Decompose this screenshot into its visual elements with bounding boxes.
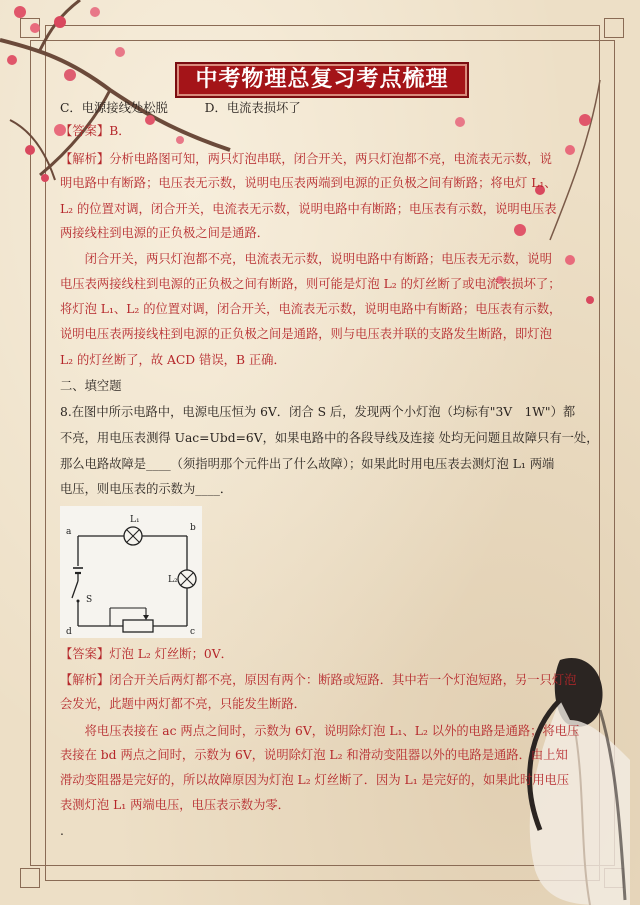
answer-7: 【答案】B． — [60, 124, 131, 138]
label-d: d — [66, 627, 72, 637]
label-c: c — [190, 627, 196, 637]
question-8-line: 8.在图中所示电路中，电源电压恒为 6V．闭合 S 后，发现两个小灯泡（均标有"3V 1W"）都 — [60, 405, 576, 419]
analysis-7-line: 电压表两接线柱到电源的正负极之间有断路，则可能是灯泡 L₂ 的灯丝断了或电流表损坏了； — [60, 277, 561, 291]
analysis-7-line: L₂ 的位置对调，闭合开关，电流表无示数，说明电路中有断路；电压表有示数，说明电压表 — [60, 202, 557, 216]
label-l2: L₂ — [168, 575, 178, 585]
analysis-8-line: 【解析】闭合开关后两灯都不亮，原因有两个：断路或短路．其中若一个灯泡短路，另一只灯泡 — [60, 673, 577, 687]
analysis-8-line: 会发光，此题中两灯都不亮，只能发生断路． — [60, 697, 306, 711]
frame-corner-top-right — [604, 18, 624, 38]
rheostat-symbol — [123, 620, 153, 632]
analysis-7-line: 明电路中有断路；电压表无示数，说明电压表两端到电源的正负极之间有断路；将电灯 L₁、 — [60, 176, 557, 190]
question-8-line: 电压，则电压表的示数为____． — [60, 482, 233, 496]
label-s: S — [86, 595, 93, 605]
label-l1: L₁ — [130, 515, 140, 525]
circuit-diagram — [60, 506, 202, 638]
analysis-7-line: 将灯泡 L₁、L₂ 的位置对调，闭合开关，电流表无示数，说明电路中有断路；电压表有示数， — [60, 302, 562, 316]
frame-corner-bottom-left — [20, 868, 40, 888]
analysis-7-line: L₂ 的灯丝断了，故 ACD 错误，B 正确． — [60, 353, 286, 367]
section-heading: 二、填空题 — [60, 379, 122, 393]
options-line: C．电源接线处松脱 D．电流表损坏了 — [60, 101, 301, 115]
label-a: a — [66, 527, 72, 537]
page-title: 中考物理总复习考点梳理 — [195, 67, 449, 92]
analysis-8-line: 将电压表接在 ac 两点之间时，示数为 6V，说明除灯泡 L₁、L₂ 以外的电路是通路；将电压 — [60, 724, 580, 738]
analysis-8-line: 表测灯泡 L₁ 两端电压，电压表示数为零． — [60, 798, 290, 812]
question-8-line: 那么电路故障是____（须指明那个元件出了什么故障）；如果此时用电压表去测灯泡 L₁ 两端 — [60, 457, 555, 471]
analysis-7-line: 说明电压表两接线柱到电源的正负极之间是通路，则与电压表并联的支路发生断路，即灯泡 — [60, 327, 552, 341]
analysis-7-line: 【解析】分析电路图可知，两只灯泡串联，闭合开关，两只灯泡都不亮，电流表无示数，说 — [60, 152, 552, 166]
end-mark: . — [60, 824, 64, 838]
analysis-8-line: 滑动变阻器是完好的，所以故障原因为灯泡 L₂ 灯丝断了．因为 L₁ 是完好的，如果此时用电压 — [60, 773, 570, 787]
analysis-7-line: 闭合开关，两只灯泡都不亮，电流表无示数，说明电路中有断路；电压表无示数，说明 — [60, 252, 552, 266]
title-banner — [175, 62, 469, 98]
analysis-7-line: 两接线柱到电源的正负极之间是通路． — [60, 226, 270, 240]
question-8-line: 不亮，用电压表测得 Uac=Ubd=6V，如果电路中的各段导线及连接 处均无问题且故障只有一处， — [60, 431, 599, 445]
answer-8: 【答案】灯泡 L₂ 灯丝断；0V． — [60, 647, 233, 661]
analysis-8-line: 表接在 bd 两点之间时，示数为 6V，说明除灯泡 L₂ 和滑动变阻器以外的电路是通路．由上知 — [60, 748, 568, 762]
switch-symbol — [72, 581, 78, 598]
label-b: b — [190, 523, 196, 533]
